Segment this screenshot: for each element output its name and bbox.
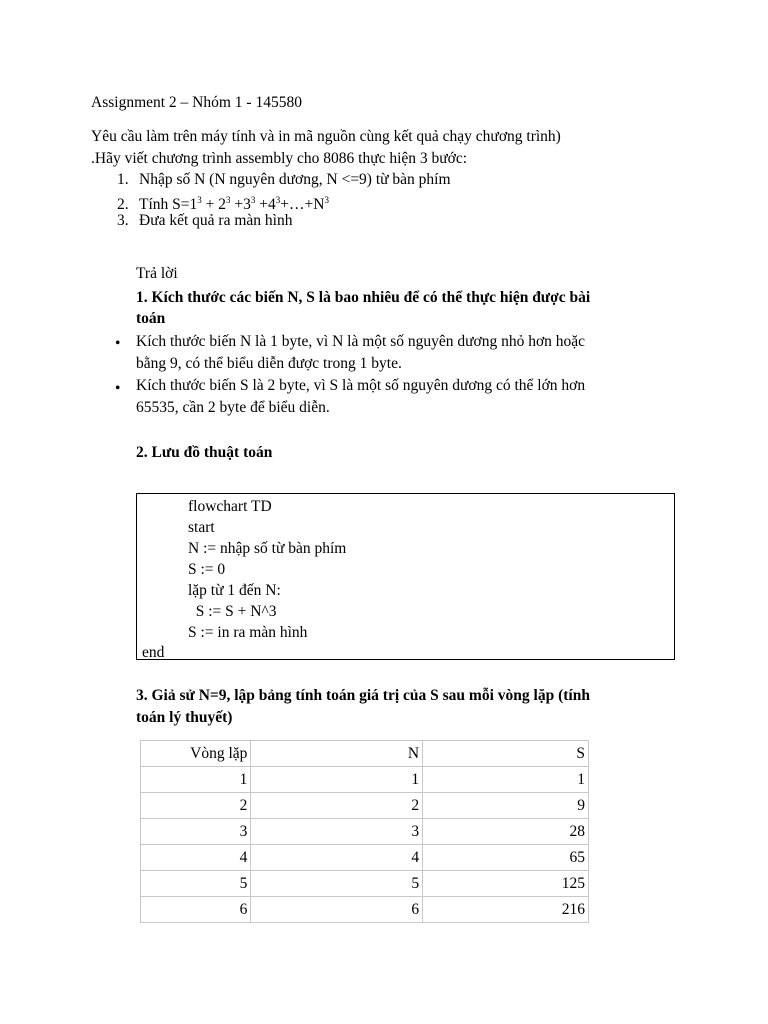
bullet-icon: • — [115, 335, 121, 352]
table-cell: 3 — [251, 819, 423, 845]
step-text-part: Tính S=1 — [139, 196, 198, 214]
table-cell: 4 — [251, 845, 423, 871]
table-header-row — [141, 741, 589, 767]
step-item-3 — [117, 210, 292, 232]
table-row — [141, 819, 589, 845]
table-cell: 1 — [251, 767, 423, 793]
table-cell: 3 — [141, 819, 251, 845]
bullet-1-line-2: bằng 9, có thể biểu diễn được trong 1 byte. — [136, 355, 402, 372]
step-text-part: +3 — [234, 196, 251, 214]
code-line: S := 0 — [188, 561, 226, 578]
document-title: Assignment 2 – Nhóm 1 - 145580 — [91, 94, 302, 111]
table-cell: 1 — [141, 767, 251, 793]
code-line: S := S + N^3 — [188, 603, 277, 620]
bullet-2-line-1: Kích thước biến S là 2 byte, vì S là một số nguyên dương có thể lớn hơn — [136, 377, 586, 394]
step-number: 1. — [117, 171, 129, 188]
table-cell: 1 — [423, 767, 589, 793]
table-cell: 5 — [141, 871, 251, 897]
step-text-part: +4 — [259, 196, 276, 214]
step-text-part: +…+N — [280, 196, 325, 214]
table-cell: 2 — [141, 793, 251, 819]
table-cell: 28 — [423, 819, 589, 845]
s-value-table — [140, 740, 589, 923]
table-cell: 2 — [251, 793, 423, 819]
header-cell: S — [423, 741, 589, 767]
table-row — [141, 793, 589, 819]
superscript: 3 — [275, 195, 281, 205]
superscript: 3 — [226, 195, 231, 205]
question-1-line-1: 1. Kích thước các biến N, S là bao nhiêu để có thể thực hiện được bài — [136, 289, 591, 306]
code-line: end — [142, 644, 165, 661]
bullet-icon: • — [115, 380, 121, 397]
question-3-line-1: 3. Giả sử N=9, lập bảng tính toán giá trị của S sau mỗi vòng lặp (tính — [136, 687, 590, 704]
step-number: 3. — [117, 212, 129, 229]
intro-line-1: Yêu cầu làm trên máy tính và in mã nguồn cùng kết quả chạy chương trình) — [91, 128, 561, 145]
question-2-heading: 2. Lưu đồ thuật toán — [136, 444, 273, 461]
question-1-line-2: toán — [136, 310, 166, 327]
table-cell: 9 — [423, 793, 589, 819]
superscript: 3 — [250, 195, 256, 205]
step-item-1 — [117, 169, 451, 191]
table-row — [141, 871, 589, 897]
bullet-2-line-2: 65535, cần 2 byte để biểu diễn. — [136, 399, 330, 416]
table-cell: 5 — [251, 871, 423, 897]
table-cell: 216 — [423, 897, 589, 923]
header-cell: Vòng lặp — [141, 741, 251, 767]
code-line: N := nhập số từ bàn phím — [188, 540, 347, 557]
intro-line-2: .Hãy viết chương trình assembly cho 8086 thực hiện 3 bước: — [91, 150, 468, 167]
table-row — [141, 845, 589, 871]
code-line: S := in ra màn hình — [188, 624, 308, 641]
question-3-line-2: toán lý thuyết) — [136, 709, 233, 726]
flowchart-code-box — [136, 493, 675, 660]
table-cell: 6 — [251, 897, 423, 923]
code-line: flowchart TD — [188, 498, 272, 515]
step-text: Nhập số N (N nguyên dương, N <=9) từ bàn phím — [139, 171, 451, 188]
code-line: lặp từ 1 đến N: — [188, 582, 281, 599]
table-row — [141, 767, 589, 793]
superscript: 3 — [197, 195, 202, 205]
bullet-1-line-1: Kích thước biến N là 1 byte, vì N là một số nguyên dương nhỏ hơn hoặc — [136, 333, 586, 350]
table-row — [141, 897, 589, 923]
header-cell: N — [251, 741, 423, 767]
superscript: 3 — [324, 195, 329, 205]
step-number: 2. — [117, 196, 129, 214]
answer-label: Trả lời — [136, 265, 178, 282]
table-cell: 4 — [141, 845, 251, 871]
code-line: start — [188, 519, 215, 536]
step-text-part: + 2 — [205, 196, 227, 214]
table-cell: 6 — [141, 897, 251, 923]
table-cell: 65 — [423, 845, 589, 871]
step-text: Đưa kết quả ra màn hình — [139, 212, 293, 229]
table-cell: 125 — [423, 871, 589, 897]
